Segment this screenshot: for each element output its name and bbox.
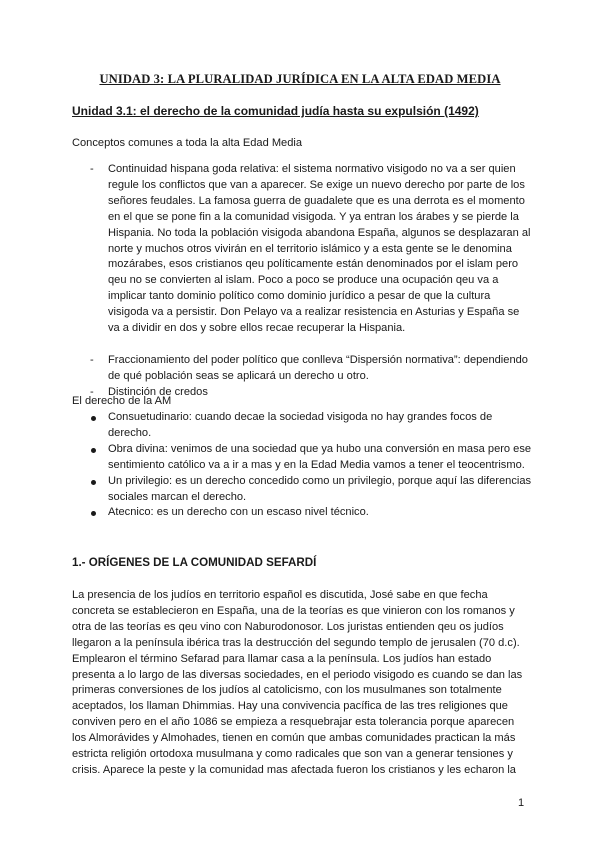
document-title: UNIDAD 3: LA PLURALIDAD JURÍDICA EN LA ALTA EDAD MEDIA (99, 72, 501, 86)
body-paragraph: La presencia de los judíos en territorio español es discutida, José sabe en que fecha concreta se establecieron en España, una de la teorías es que vinieron con los romanos y otra de las teorías es qeu vino con Naburodonosor. Los juristas entienden qeu os judíos llegaron a la península ibérica tras la destrucción del segundo templo de jerusalen (70 d.c). Emplearon el término Sefarad para llamar casa a la península. Los judíos han estado presenta a lo largo de las diversas sociedades, en el periodo visigodo es cuando se dan las primeras conversiones de los judíos al catolicismo, con los musulmanes son totalmente aceptados, los llaman Dhimmias. Hay una convivencia pacífica de las tres religiones que conviven pero en el año 1086 se empieza a resquebrajar esta tolerancia porque aparecen los Almorávides y Almohades, tienen en común que ambas comunidades practican la más estricta religión ortodoxa musulmana y como radicales que son van a generar tensiones y crisis. Aparece la peste y la comunidad mas afectada fueron los cristianos y les echaron la (72, 589, 523, 776)
am-characteristics-list (72, 410, 532, 521)
section-heading: 1.- ORÍGENES DE LA COMUNIDAD SEFARDÍ (72, 556, 317, 569)
am-heading: El derecho de la AM (72, 395, 172, 407)
unit-subtitle: Unidad 3.1: el derecho de la comunidad judía hasta su expulsión (1492) (72, 104, 479, 118)
page-number: 1 (518, 797, 525, 809)
intro-text: Conceptos comunes a toda la alta Edad Media (72, 137, 303, 149)
list-item: - Continuidad hispana goda relativa: el sistema normativo visigodo no va a ser quien regule los conflictos que van a aparecer. Se exige un nuevo derecho por parte de los señores feudales. La famosa guerra de guadalete que es una derrota es el momento en el que se pone fin a la comunidad visigoda. Y ya entran los árabes y se pierde la Hispania. No toda la población visigoda abandona España, algunos se desplazaran al norte y muchos otros vivirán en el territorio islámico y a esta gente se le denomina mozárabes, esos cristianos qeu políticamente están denominados por el islam pero qeu no se convierten al islam. Poco a poco se produce una ocupación qeu va a implicar tanto dominio político como dominio jurídico a pesar de que la cultura visigoda va a persistir. Don Pelayo va a realizar resistencia en Asturias y España se va a dividir en dos y sobre ellos recae recuperar la Hispania. (72, 162, 532, 337)
list-item: - Distinción de credos (72, 385, 532, 401)
list-item: Obra divina: venimos de una sociedad que ya hubo una conversión en masa pero ese sentimiento católico va a ir a mas y en la Edad Media vamos a tener el teocentrismo. (72, 442, 532, 474)
concepts-list (72, 162, 532, 401)
list-item: - Fraccionamiento del poder político que conlleva “Dispersión normativa”: dependiendo de qué población seas se aplicará un derecho u otro. (72, 353, 532, 385)
list-item: Un privilegio: es un derecho concedido como un privilegio, porque aquí las diferencias sociales marcan el derecho. (72, 474, 532, 506)
list-item: Consuetudinario: cuando decae la sociedad visigoda no hay grandes focos de derecho. (72, 410, 532, 442)
list-item: Atecnico: es un derecho con un escaso nivel técnico. (72, 505, 532, 521)
